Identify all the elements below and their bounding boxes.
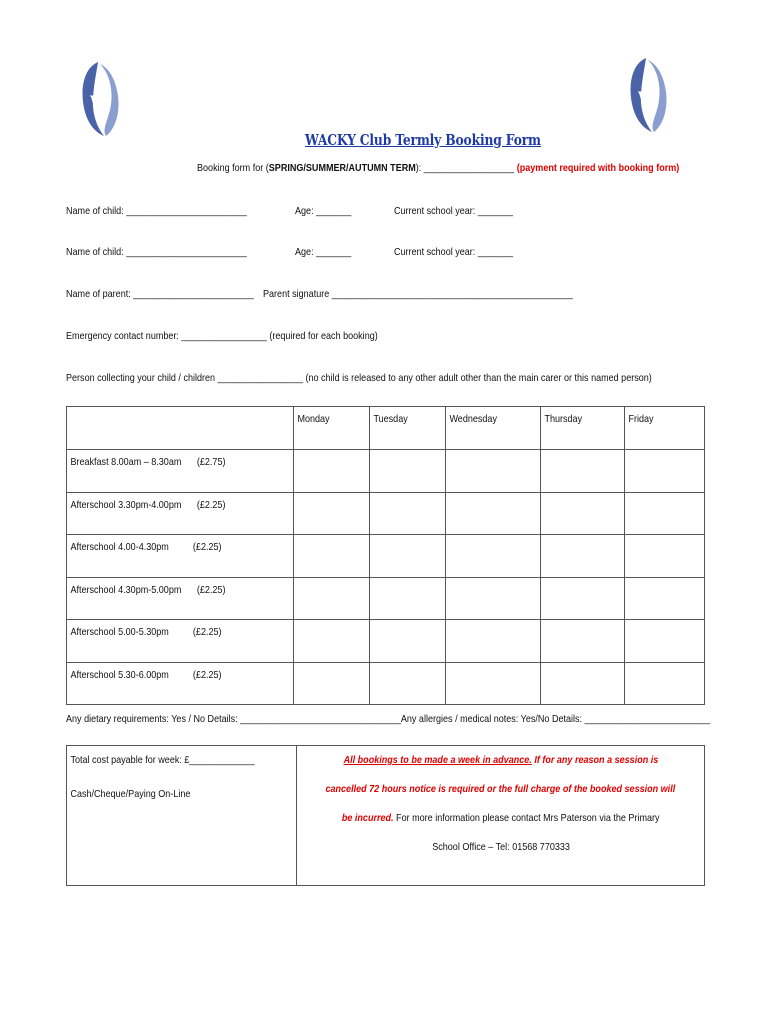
notice-line-1: All bookings to be made a week in advance. If for any reason a session is [343,754,658,766]
booking-cell[interactable] [541,535,625,578]
parent-signature-field[interactable]: Parent signature ________________________________________________ [263,288,573,300]
school-office-phone: School Office – Tel: 01568 770333 [431,841,570,853]
day-header: Wednesday [445,407,541,450]
schedule-corner-cell [67,407,294,450]
booking-cell[interactable] [541,663,625,705]
session-label-cell: Afterschool 3.30pm-4.00pm (£2.25) [67,493,294,535]
child1-year-field[interactable]: Current school year: _______ [394,205,513,217]
emergency-contact-field[interactable]: Emergency contact number: _________________ (required for each booking) [66,330,378,342]
form-title: WACKY Club Termly Booking Form [305,131,541,149]
booking-cell[interactable] [541,620,625,663]
booking-cell[interactable] [445,620,541,663]
schedule-header-row [67,407,705,450]
booking-cell[interactable] [293,450,369,493]
total-cost-field[interactable]: Total cost payable for week: £_____________ [70,754,255,766]
session-row [67,493,705,535]
booking-suffix: ): [415,162,424,174]
notice-line-3: be incurred. For more information please contact Mrs Paterson via the Primary [341,812,660,824]
booking-cell[interactable] [625,493,705,535]
payment-note: (payment required with booking form) [516,162,680,174]
day-header: Monday [293,407,369,450]
child1-age-field[interactable]: Age: _______ [295,205,352,217]
session-label-cell: Afterschool 5.30-6.00pm (£2.25) [67,663,294,705]
session-label-cell: Breakfast 8.00am – 8.30am (£2.75) [67,450,294,493]
booking-cell[interactable] [625,450,705,493]
day-header: Tuesday [369,407,445,450]
booking-cell[interactable] [369,578,445,620]
parent-name-field[interactable]: Name of parent: ________________________ [66,288,254,300]
booking-cell[interactable] [625,535,705,578]
advance-booking-notice: All bookings to be made a week in advance. [343,754,532,766]
booking-cell[interactable] [445,450,541,493]
booking-cell[interactable] [293,535,369,578]
day-header: Friday [625,407,705,450]
contact-info: For more information please contact Mrs Paterson via the Primary [393,812,660,824]
booking-cell[interactable] [541,450,625,493]
session-row [67,535,705,578]
notice-line-2 [297,783,704,795]
booking-cell[interactable] [625,663,705,705]
booking-prefix: Booking form for ( [197,162,269,174]
booking-cell[interactable] [293,620,369,663]
booking-cell[interactable] [625,578,705,620]
notice-cell [297,746,705,886]
collecting-person-field[interactable]: Person collecting your child / children _________________ (no child is released to any other adult other than the main carer or this named person) [66,372,652,384]
booking-cell[interactable] [445,663,541,705]
booking-cell[interactable] [369,493,445,535]
booking-cell[interactable] [293,663,369,705]
booking-term-line [197,162,679,174]
session-label-cell: Afterschool 4.30pm-5.00pm (£2.25) [67,578,294,620]
booking-schedule-table [66,406,705,705]
svg-text:W: W [638,90,654,106]
booking-cell[interactable] [293,578,369,620]
booking-cell[interactable] [445,578,541,620]
booking-term-blank[interactable]: __________________ [423,162,515,174]
session-row [67,450,705,493]
booking-cell[interactable] [369,535,445,578]
booking-cell[interactable] [369,663,445,705]
school-logo-right [624,54,668,134]
booking-cell[interactable] [369,620,445,663]
payment-cell [67,746,297,886]
child1-name-field[interactable]: Name of child: ________________________ [66,205,247,217]
cancellation-notice: cancelled 72 hours notice is required or the full charge of the booked session will [325,783,676,795]
session-row [67,620,705,663]
svg-text:W: W [90,94,106,110]
booking-cell[interactable] [541,578,625,620]
notice-line-4 [297,841,704,853]
session-label-cell: Afterschool 4.00-4.30pm (£2.25) [67,535,294,578]
school-logo-left [76,58,120,138]
session-row [67,663,705,705]
booking-cell[interactable] [445,493,541,535]
child2-year-field[interactable]: Current school year: _______ [394,246,513,258]
booking-cell[interactable] [625,620,705,663]
booking-cell[interactable] [369,450,445,493]
booking-cell[interactable] [293,493,369,535]
session-label-cell: Afterschool 5.00-5.30pm (£2.25) [67,620,294,663]
child2-name-field[interactable]: Name of child: ________________________ [66,246,247,258]
payment-notice-table [66,745,705,886]
booking-cell[interactable] [445,535,541,578]
booking-term: SPRING/SUMMER/AUTUMN TERM [268,162,416,174]
child2-age-field[interactable]: Age: _______ [295,246,352,258]
dietary-allergies-field[interactable]: Any dietary requirements: Yes / No Details: ________________________________Any allergies / medical notes: Yes/No Details: _________________________ [66,713,711,725]
payment-methods: Cash/Cheque/Paying On-Line [70,788,191,800]
session-row [67,578,705,620]
day-header: Thursday [541,407,625,450]
booking-cell[interactable] [541,493,625,535]
